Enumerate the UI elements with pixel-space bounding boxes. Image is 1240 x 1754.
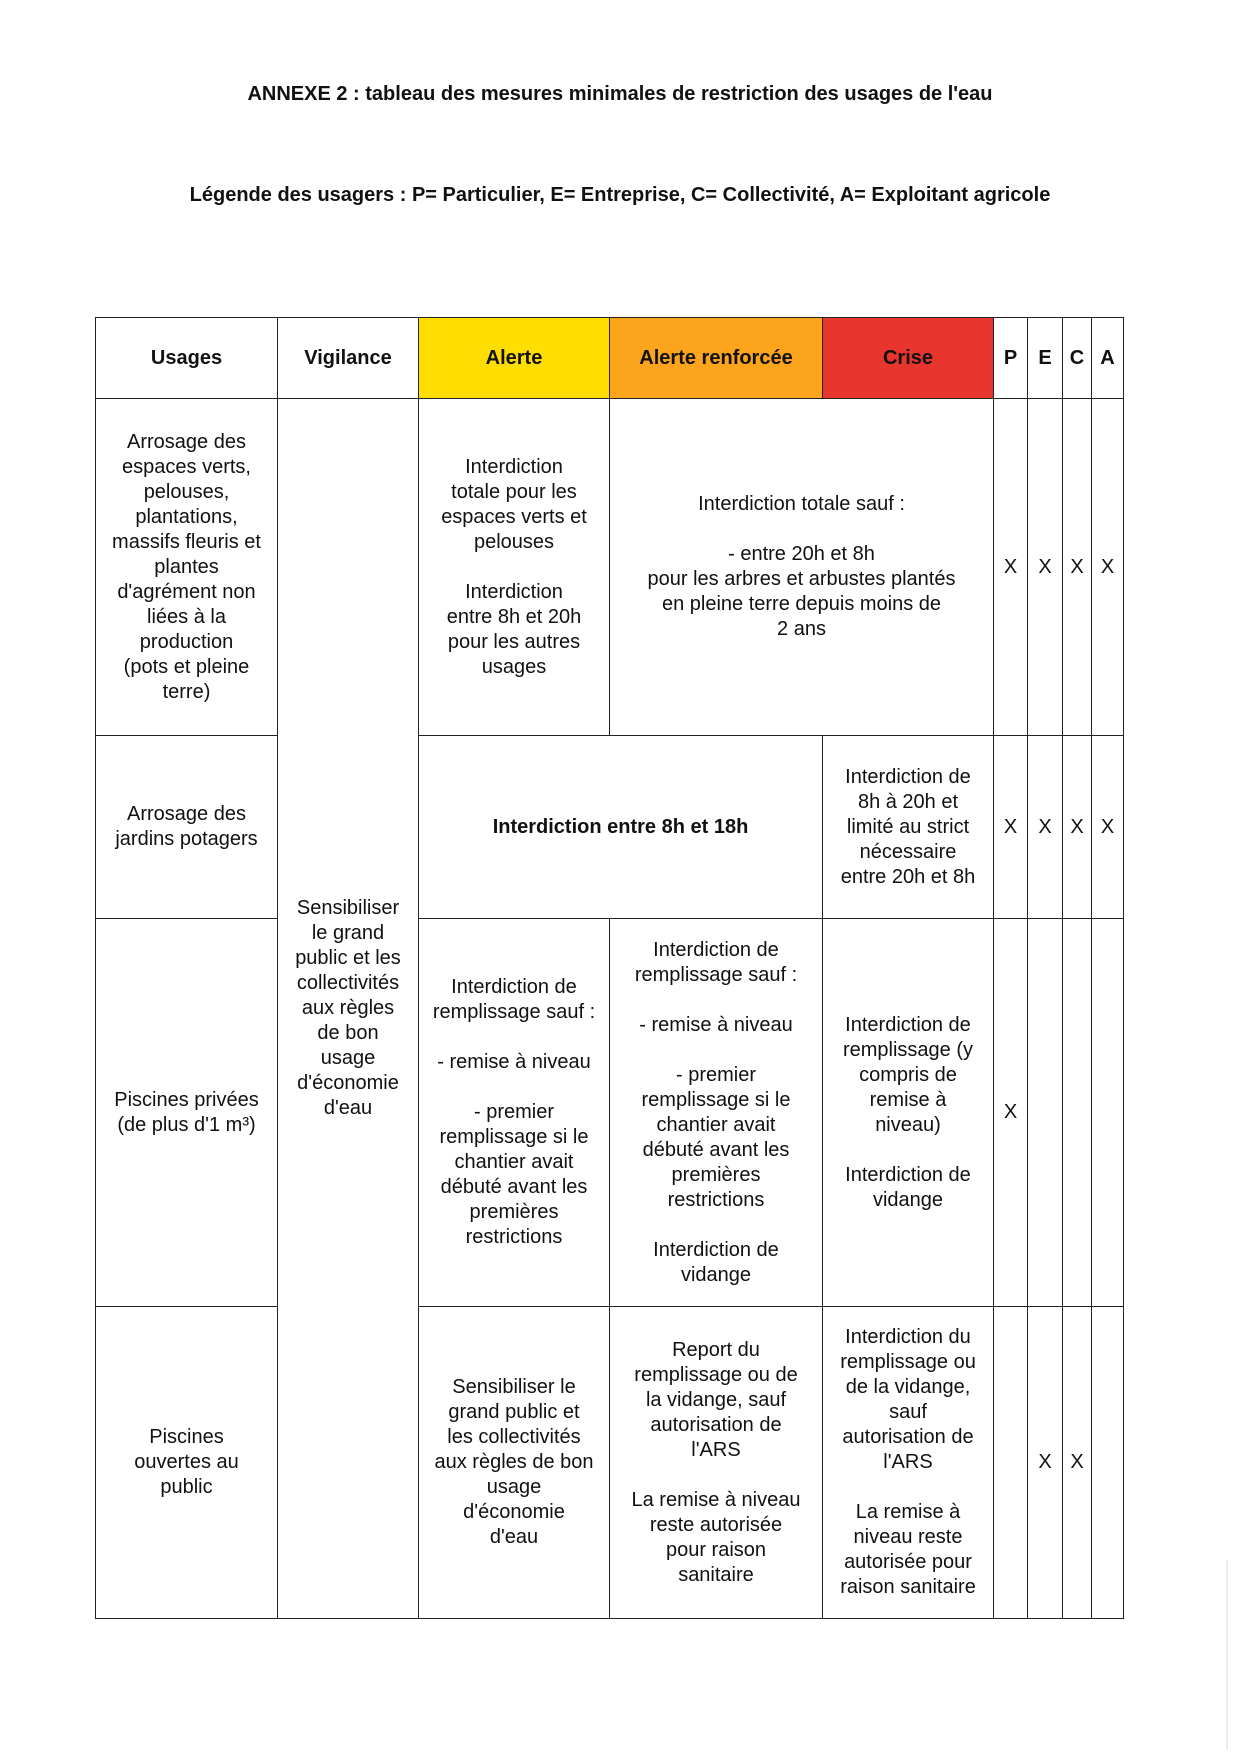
table-row [96, 1307, 1124, 1619]
vigilance-cell: Sensibiliser le grand public et les collectivités aux règles de bon usage d'économie d'eau [278, 399, 419, 1619]
a-cell: X [1092, 736, 1124, 919]
crise-cell: Interdiction du remplissage ou de la vidange, sauf autorisation de l'ARS La remise à niveau reste autorisée pour raison sanitaire [823, 1307, 994, 1619]
crise-cell: Interdiction de remplissage (y compris de remise à niveau) Interdiction de vidange [823, 919, 994, 1307]
renforcee-crise-cell: Interdiction totale sauf : - entre 20h et 8h pour les arbres et arbustes plantés en pleine terre depuis moins de 2 ans [610, 399, 994, 736]
header-e: E [1028, 318, 1063, 399]
document-title: ANNEXE 2 : tableau des mesures minimales de restriction des usages de l'eau [247, 83, 993, 105]
header-c: C [1063, 318, 1092, 399]
c-cell: X [1063, 1307, 1092, 1619]
header-vigilance: Vigilance [278, 318, 419, 399]
alerte-renforcee-cell: Interdiction entre 8h et 18h [419, 736, 823, 919]
p-cell [994, 1307, 1028, 1619]
a-cell: X [1092, 399, 1124, 736]
restriction-table [95, 317, 1124, 1619]
renforcee-cell: Report du remplissage ou de la vidange, sauf autorisation de l'ARS La remise à niveau reste autorisée pour raison sanitaire [610, 1307, 823, 1619]
users-legend: Légende des usagers : P= Particulier, E= Entreprise, C= Collectivité, A= Exploitant agricole [189, 184, 1051, 206]
c-cell [1063, 919, 1092, 1307]
header-crise: Crise [823, 318, 994, 399]
alerte-cell: Interdiction totale pour les espaces verts et pelouses Interdiction entre 8h et 20h pour les autres usages [419, 399, 610, 736]
header-row [96, 318, 1124, 399]
usage-cell: Arrosage des jardins potagers [96, 736, 278, 919]
usage-cell: Piscines ouvertes au public [96, 1307, 278, 1619]
header-alerte-renforcee: Alerte renforcée [610, 318, 823, 399]
header-alerte: Alerte [419, 318, 610, 399]
e-cell: X [1028, 1307, 1063, 1619]
usage-cell: Piscines privées (de plus d'1 m³) [96, 919, 278, 1307]
header-usages: Usages [96, 318, 278, 399]
alerte-cell: Interdiction de remplissage sauf : - remise à niveau - premier remplissage si le chantier avait débuté avant les premières restrictions [419, 919, 610, 1307]
header-a: A [1092, 318, 1124, 399]
table-row [96, 919, 1124, 1307]
p-cell: X [994, 736, 1028, 919]
e-cell: X [1028, 736, 1063, 919]
c-cell: X [1063, 736, 1092, 919]
e-cell: X [1028, 399, 1063, 736]
p-cell: X [994, 399, 1028, 736]
table-row [96, 399, 1124, 736]
header-p: P [994, 318, 1028, 399]
a-cell [1092, 1307, 1124, 1619]
e-cell [1028, 919, 1063, 1307]
alerte-cell: Sensibiliser le grand public et les collectivités aux règles de bon usage d'économie d'eau [419, 1307, 610, 1619]
c-cell: X [1063, 399, 1092, 736]
a-cell [1092, 919, 1124, 1307]
usage-cell: Arrosage des espaces verts, pelouses, plantations, massifs fleuris et plantes d'agrément non liées à la production (pots et pleine terre) [96, 399, 278, 736]
scan-edge [1226, 1560, 1228, 1750]
crise-cell: Interdiction de 8h à 20h et limité au strict nécessaire entre 20h et 8h [823, 736, 994, 919]
table-row [96, 736, 1124, 919]
renforcee-cell: Interdiction de remplissage sauf : - remise à niveau - premier remplissage si le chantier avait débuté avant les premières restrictions Interdiction de vidange [610, 919, 823, 1307]
p-cell: X [994, 919, 1028, 1307]
